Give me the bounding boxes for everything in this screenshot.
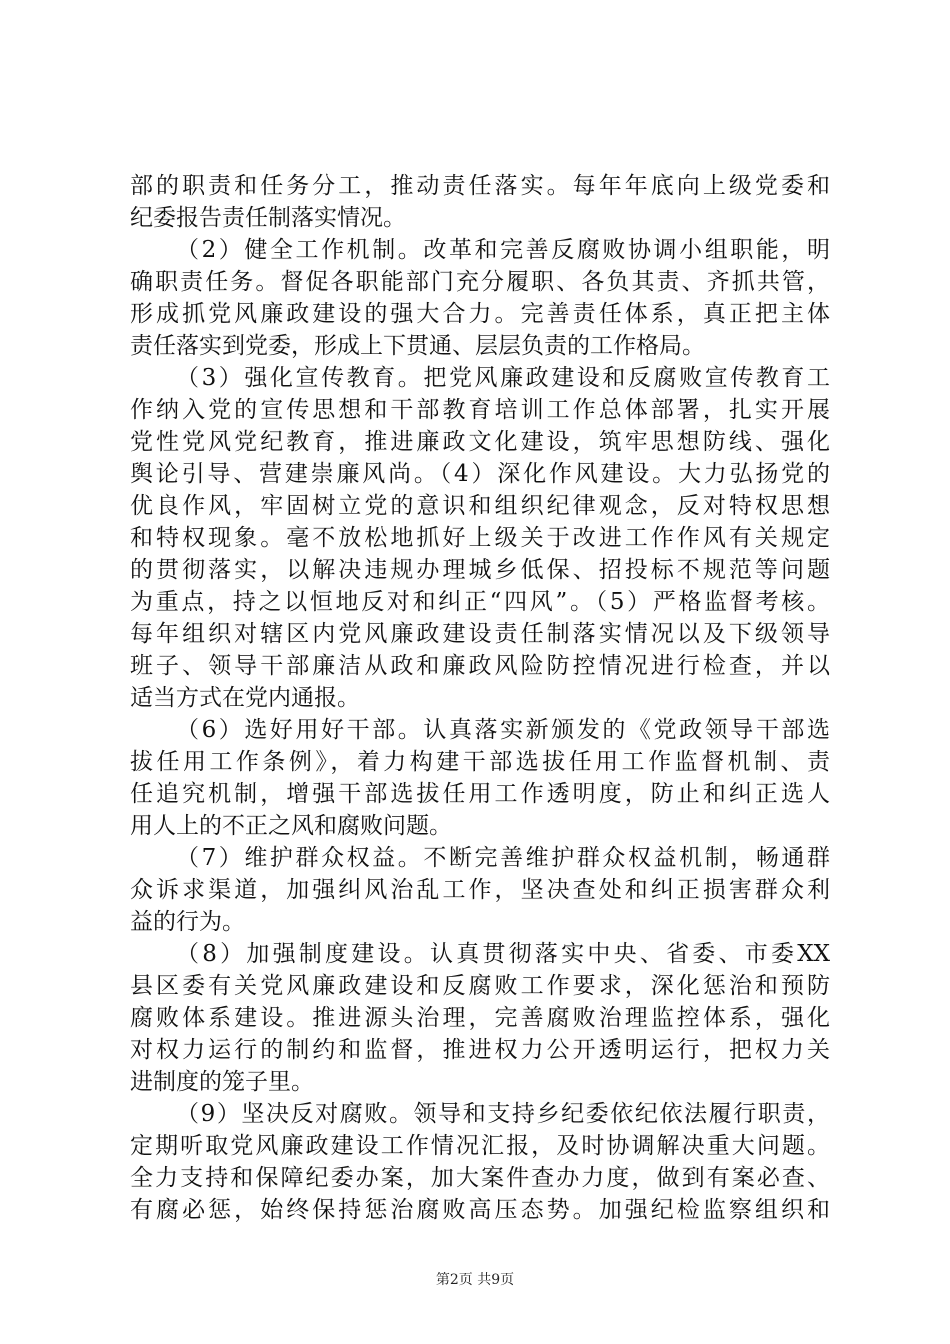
text-line: 拔任用工作条例》，着力构建干部选拔任用工作监督机制、责 <box>130 749 830 775</box>
text-line: 的贯彻落实，以解决违规办理城乡低保、招投标不规范等问题 <box>130 557 830 583</box>
text-line: 腐败体系建设。推进源头治理，完善腐败治理监控体系，强化 <box>130 1005 830 1031</box>
text-line: 全力支持和保障纪委办案，加大案件查办力度，做到有案必查、 <box>130 1165 830 1191</box>
text-line: 形成抓党风廉政建设的强大合力。完善责任体系，真正把主体 <box>130 301 830 327</box>
text-line: （7）维护群众权益。不断完善维护群众权益机制，畅通群 <box>176 845 830 871</box>
text-line: 县区委有关党风廉政建设和反腐败工作要求，深化惩治和预防 <box>130 973 830 999</box>
text-line: 每年组织对辖区内党风廉政建设责任制落实情况以及下级领导 <box>130 621 830 647</box>
text-line: 适当方式在党内通报。 <box>130 685 360 711</box>
page-number-label: 第2页 共9页 <box>435 1272 515 1288</box>
text-line: 党性党风党纪教育，推进廉政文化建设，筑牢思想防线、强化 <box>130 429 830 455</box>
text-line: （2）健全工作机制。改革和完善反腐败协调小组职能，明 <box>176 237 830 263</box>
text-line: 舆论引导、营建崇廉风尚。（4）深化作风建设。大力弘扬党的 <box>130 461 830 487</box>
text-line: 进制度的笼子里。 <box>130 1069 314 1095</box>
text-line: （9）坚决反对腐败。领导和支持乡纪委依纪依法履行职责， <box>176 1101 830 1127</box>
text-line: 有腐必惩，始终保持惩治腐败高压态势。加强纪检监察组织和 <box>130 1197 830 1223</box>
text-line: 优良作风，牢固树立党的意识和组织纪律观念，反对特权思想 <box>130 493 830 519</box>
text-line: 和特权现象。毫不放松地抓好上级关于改进工作作风有关规定 <box>130 525 830 551</box>
text-line: （3）强化宣传教育。把党风廉政建设和反腐败宣传教育工 <box>176 365 830 391</box>
page-footer <box>0 1270 950 1290</box>
text-line: 定期听取党风廉政建设工作情况汇报，及时协调解决重大问题。 <box>130 1133 830 1159</box>
text-line: 对权力运行的制约和监督，推进权力公开透明运行，把权力关 <box>130 1037 830 1063</box>
text-line: 为重点，持之以恒地反对和纠正“四风”。（5）严格监督考核。 <box>130 589 830 615</box>
text-line: 作纳入党的宣传思想和干部教育培训工作总体部署，扎实开展 <box>130 397 830 423</box>
document-body <box>130 170 830 1226</box>
text-line: 确职责任务。督促各职能部门充分履职、各负其责、齐抓共管， <box>130 269 830 295</box>
text-line: （8）加强制度建设。认真贯彻落实中央、省委、市委XX <box>176 941 830 967</box>
text-line: 纪委报告责任制落实情况。 <box>130 205 406 231</box>
text-line: 任追究机制，增强干部选拔任用工作透明度，防止和纠正选人 <box>130 781 830 807</box>
text-line: 责任落实到党委，形成上下贯通、层层负责的工作格局。 <box>130 333 705 359</box>
text-line: 益的行为。 <box>130 909 245 935</box>
text-line: 用人上的不正之风和腐败问题。 <box>130 813 452 839</box>
text-line: 班子、领导干部廉洁从政和廉政风险防控情况进行检查，并以 <box>130 653 830 679</box>
text-line: 部的职责和任务分工，推动责任落实。每年年底向上级党委和 <box>130 173 830 199</box>
text-line: （6）选好用好干部。认真落实新颁发的《党政领导干部选 <box>176 717 830 743</box>
text-line: 众诉求渠道，加强纠风治乱工作，坚决查处和纠正损害群众利 <box>130 877 830 903</box>
